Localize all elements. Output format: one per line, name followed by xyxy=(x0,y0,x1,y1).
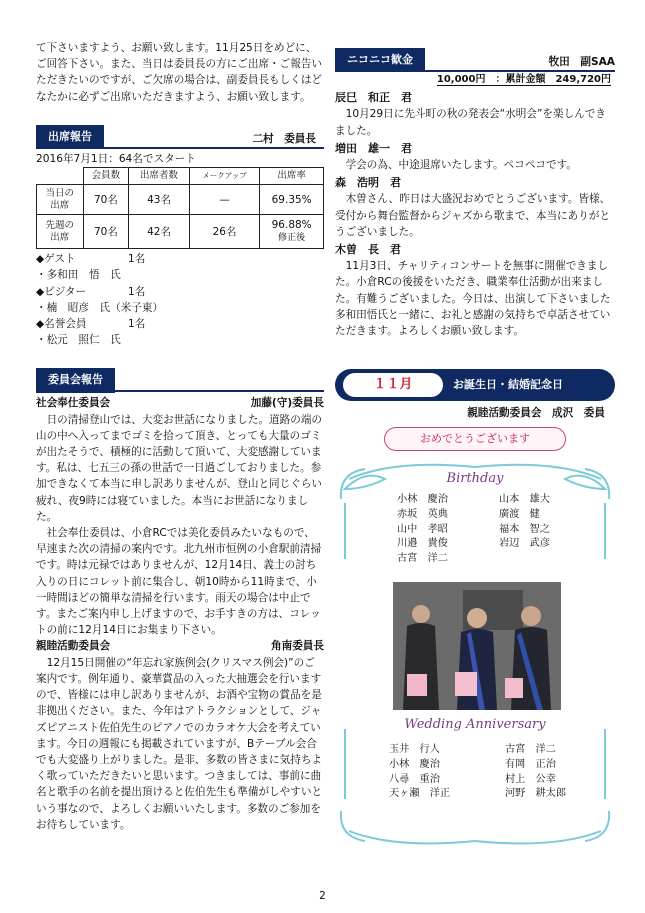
row-members: 70名 xyxy=(83,185,129,215)
header-makeup: メークアップ xyxy=(189,168,260,185)
list-item: 岩辺 武彦 xyxy=(499,538,550,550)
list-item: 八尋 重治 xyxy=(389,773,440,785)
celebration-photo xyxy=(393,582,561,710)
committee-tab: 委員会報告 xyxy=(36,368,115,392)
nico-entries xyxy=(335,90,615,339)
list-item: 福本 智之 xyxy=(499,523,550,535)
row-makeup: 26名 xyxy=(189,215,260,249)
row-members: 70名 xyxy=(83,215,129,249)
fellowship-chair: 角南委員長 xyxy=(271,640,324,653)
attendance-tab: 出席報告 xyxy=(36,125,104,149)
list-item: 小林 慶治 xyxy=(397,494,448,506)
row-present: 42名 xyxy=(129,215,190,249)
nico-tab: ニコニコ歓金 xyxy=(335,48,425,72)
celebration-banner xyxy=(335,367,615,403)
nico-section-header xyxy=(335,48,615,72)
header-rate: 出席率 xyxy=(260,168,324,185)
list-item: ・松元 照仁 氏 xyxy=(36,334,121,347)
donor-message: 学会の為、中途退席いたします。ペコペコです。 xyxy=(345,159,577,172)
committee-rule xyxy=(36,390,324,392)
list-item: ・楠 昭彦 氏（米子東） xyxy=(36,301,164,314)
attendance-date-line: 2016年7月1日：64名でスタート xyxy=(36,152,196,165)
fellowship-heading xyxy=(36,638,324,654)
list-item: 川邉 貴俊 xyxy=(397,538,448,550)
row-rate: 69.35% xyxy=(260,185,324,215)
row-present: 43名 xyxy=(129,185,190,215)
donor-name: 増田 雄一 君 xyxy=(335,141,412,155)
list-item: ◆名誉会員 1名 xyxy=(36,318,146,331)
social-service-p2: 社会奉仕委員は、小倉RCでは美化委員みたいなもので、早速また次の清掃の案内です。北九州市恒例の小倉駅前清掃です。時は元禄ではありませんが、12月14日、義士の討ち入りの日にコレット前に集合し、朝10時から11時まで、小一時間ほどの簡単な清掃を行います。雨天の場合は中止です。またご案内申し上げますので、お手すきの方は、コレットの前に12月14日にお集まり下さい。 xyxy=(36,527,322,637)
nico-reporter: 牧田 副SAA xyxy=(548,56,615,68)
social-service-name: 社会奉仕委員会 xyxy=(36,397,111,410)
list-item: 古宮 洋二 xyxy=(505,744,556,756)
donor-name: 木曽 長 君 xyxy=(335,243,401,257)
celebration-title: お誕生日・結婚記念日 xyxy=(453,378,563,392)
header-present: 出席者数 xyxy=(129,168,190,185)
list-item: 小林 慶治 xyxy=(389,759,440,771)
committee-section-header xyxy=(36,368,324,392)
table-row xyxy=(37,185,324,215)
left-column xyxy=(36,0,324,833)
list-item: 村上 公幸 xyxy=(505,773,556,785)
donor-message: 木曽さん、昨日は大盛況おめでとうございます。皆様、受付から舞台監督からジャズから歌まで、本当にありがとうございました。 xyxy=(335,193,611,238)
page-number: 2 xyxy=(319,890,326,902)
list-item: 有岡 正治 xyxy=(505,759,556,771)
donor-message: 10月29日に先斗町の秋の発表会“水明会”を楽しんできました。 xyxy=(335,108,606,137)
group-photo-image xyxy=(393,582,561,710)
congrats-pill: おめでとうございます xyxy=(384,427,566,451)
attendance-header-row xyxy=(37,168,324,185)
attendance-reporter: 二村 委員長 xyxy=(252,132,316,145)
attendance-table xyxy=(36,167,324,249)
list-item: 廣渡 健 xyxy=(499,509,540,521)
celebration-month: １１月 xyxy=(343,373,443,397)
celebration-reporter: 親睦活動委員会 成沢 委員 xyxy=(467,407,605,420)
wedding-list-left xyxy=(389,743,450,801)
donor-message: 11月3日、チャリティコンサートを無事に開催できました。小倉RCの後援をいただき、職業奉仕活動が出来ました。有難うございました。今日は、出演して下さいました多和田悟氏と一緒に、お礼と感謝の気持ちで卓話させていただきます。よろしくお願い致します。 xyxy=(335,260,611,338)
fellowship-name: 親睦活動委員会 xyxy=(36,640,111,653)
social-service-heading xyxy=(36,395,324,411)
row-rate-note: 修正後 xyxy=(278,232,306,243)
donor-name: 森 浩明 君 xyxy=(335,176,401,190)
list-item: 古宮 洋二 xyxy=(397,552,448,564)
donor-name: 辰巳 和正 君 xyxy=(335,91,412,105)
wedding-title: Wedding Anniversary xyxy=(404,717,546,733)
birthday-list-right xyxy=(499,493,550,551)
list-item: 赤坂 英典 xyxy=(397,509,448,521)
list-item: 山本 雄大 xyxy=(499,494,550,506)
fellowship-p1: 12月15日開催の“年忘れ家族例会(クリスマス例会)”のご案内です。例年通り、豪華賞品の入った大抽選会を行いますので、皆様には申し訳ありませんが、お酒や宝物の賞品を是非拠出ください。また、今年はアトラクションとして、ジャズピアニスト佐伯先生のピアノでのカラオケ大会を考えています。今日の週報にも掲載されていますが、Bテーブル会合でも大変盛り上がりました。是非、多数の皆さまに気持ちよく歌っていただきたいと思います。つきましては、事前に曲名と歌手の名前を提出頂けると佐伯先生も準備がしやすいという事なので、よろしくお願いいたします。多数のご参加をお待ちしています。 xyxy=(36,656,323,831)
list-item: 河野 耕太郎 xyxy=(505,788,567,800)
table-row xyxy=(37,215,324,249)
wedding-list-right xyxy=(505,743,566,801)
row-rate: 96.88% xyxy=(271,218,312,231)
right-column xyxy=(335,0,615,849)
list-item: ◆ビジター 1名 xyxy=(36,285,146,298)
list-item: 天ヶ瀬 洋正 xyxy=(389,788,451,800)
birthday-title: Birthday xyxy=(446,471,504,487)
header-members: 会員数 xyxy=(83,168,129,185)
birthday-list-left xyxy=(397,493,448,566)
attendance-section-header xyxy=(36,125,324,149)
list-item: 玉井 行人 xyxy=(389,744,440,756)
list-item: ・多和田 悟 氏 xyxy=(36,269,121,282)
attendance-rule xyxy=(36,147,324,149)
guest-list xyxy=(36,251,324,348)
social-service-p1: 日の清掃登山では、大変お世話になりました。道路の端の山の中へ入ってまでゴミを拾って頂き、とっても大量のゴミが出たそうで、積極的に活動して頂いて、大変感謝しています。私は、七五三の孫の世話で一日過ごしておりました。参加できなくて本当に申し訳ありませんが、登山と同じぐらい疲れ、夜9時には寝ていました。本当にお世話になりました。 xyxy=(36,413,323,523)
nico-total: 10,000円 ：累計金額 249,720円 xyxy=(436,74,611,85)
celebration-panel xyxy=(335,459,615,849)
nico-rule xyxy=(335,70,615,72)
social-service-chair: 加藤(守)委員長 xyxy=(250,397,324,410)
list-item: ◆ゲスト 1名 xyxy=(36,253,146,266)
row-label: 当日の出席 xyxy=(37,185,84,215)
row-label: 先週の出席 xyxy=(37,215,84,249)
intro-paragraph: て下さいますよう、お願い致します。11月25日をめどに、ご回答下さい。また、当日は委員長の方にご出席・ご報告いただきたいのですが、ご欠席の場合は、副委員長もしくはどなたかに必ずご出席いただきますよう、お願い致します。 xyxy=(36,42,323,103)
list-item: 山中 孝昭 xyxy=(397,523,448,535)
row-makeup: — xyxy=(189,185,260,215)
